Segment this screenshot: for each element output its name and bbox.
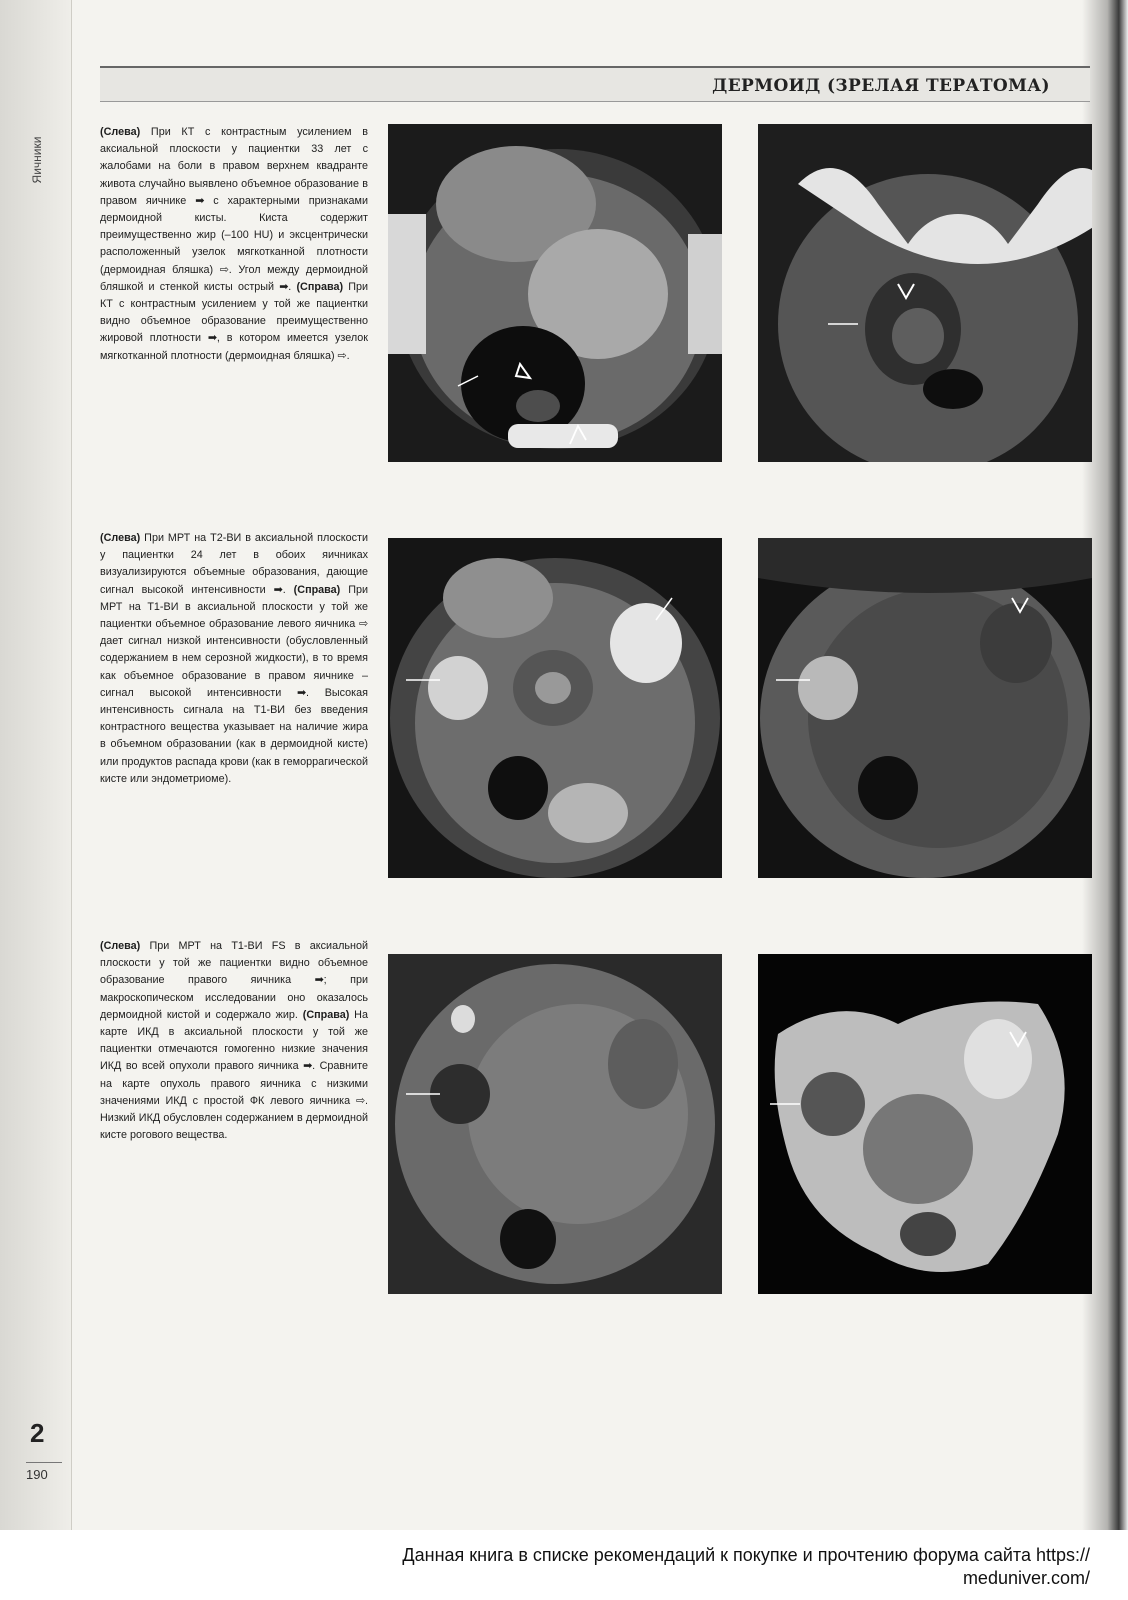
section-side-label bbox=[26, 120, 48, 200]
caption-text: При МРТ на Т2-ВИ в аксиальной плоскости у пациентки 24 лет в обоих яичниках визуализируются объемные образования, дающие сигнал высокой интенсивности ➡. bbox=[100, 532, 368, 596]
page-margin bbox=[0, 0, 72, 1530]
page-number: 190 bbox=[26, 1462, 62, 1482]
caption-text: При МРТ на Т1-ВИ в аксиальной плоскости у той же пациентки объемное образование левого яичника ⇨ дает сигнал низкой интенсивности (обусловленный содержанием в нем серозной жидкости), в то время как объемное образование в правом яичнике – сигнал высокой интенсивности ➡. Высокая интенсивность сигнала на Т1-ВИ без введения контрастного вещества указывает на наличие жира в объемном образовании (как в дермоидной кисте) или продуктов распада крови (как в геморрагической кисте или эндометриоме). bbox=[100, 583, 369, 785]
figure-caption-2 bbox=[100, 530, 368, 788]
caption-text: При МРТ на Т1-ВИ FS в аксиальной плоскости у той же пациентки видно объемное образование правого яичника ➡; при макроскопическом исследовании оно оказалось дермоидной кистой и содержало жир. bbox=[100, 940, 368, 1021]
figure-caption-3 bbox=[100, 938, 368, 1144]
caption-text: При КТ с контрастным усилением у той же пациентки видно объемное образование преимущественно жировой плотности ➡, в котором имеется узелок мягкотканной плотности (дермоидная бляшка) ⇨. bbox=[100, 280, 369, 362]
adc-map-image-right bbox=[758, 954, 1092, 1294]
caption-left-label: (Слева) bbox=[100, 532, 141, 544]
page-title: ДЕРМОИД (ЗРЕЛАЯ ТЕРАТОМА) bbox=[712, 76, 1050, 96]
caption-right-label: (Справа) bbox=[302, 1008, 350, 1021]
ct-axial-image-left bbox=[388, 124, 722, 462]
caption-left-label: (Слева) bbox=[100, 126, 141, 138]
mri-t2-axial-image-left bbox=[388, 538, 722, 878]
figure-caption-1 bbox=[100, 124, 368, 365]
page-header bbox=[100, 66, 1090, 102]
chapter-number: 2 bbox=[30, 1418, 45, 1448]
mri-t1fs-axial-image-left bbox=[388, 954, 722, 1294]
caption-text: При КТ с контрастным усилением в аксиальной плоскости у пациентки 33 лет с жалобами на боли в правом верхнем квадранте живота случайно выявлено объемное образование в правом яичнике ➡ с характерными признаками дермоидной кисты. Киста содержит преимущественно жир (–100 HU) и эксцентрически расположенный узелок мягкотканной плотности (дермоидная бляшка) ⇨. Угол между дермоидной бляшкой и стенкой кисты острый ➡. bbox=[100, 126, 368, 293]
caption-right-label: (Справа) bbox=[296, 280, 344, 293]
caption-left-label: (Слева) bbox=[100, 940, 141, 952]
caption-text: На карте ИКД в аксиальной плоскости у той же пациентки отмечаются гомогенно низкие значения ИКД во всей опухоли правого яичника ➡. Сравните на карте опухоль правого яичника с низкими значениями ИКД с простой ФК левого яичника ⇨. Низкий ИКД обусловлен содержанием в дермоидной кисте рогового вещества. bbox=[100, 1008, 368, 1142]
footer-note-line: meduniver.com/ bbox=[962, 1568, 1090, 1588]
caption-right-label: (Справа) bbox=[293, 583, 341, 596]
footer-note-line: Данная книга в списке рекомендаций к покупке и прочтению форума сайта https:// bbox=[402, 1545, 1090, 1565]
section-side-label-text: Яичники bbox=[30, 136, 44, 184]
footer-note bbox=[160, 1544, 1090, 1590]
ct-coronal-image-right bbox=[758, 124, 1092, 462]
mri-t1-axial-image-right bbox=[758, 538, 1092, 878]
